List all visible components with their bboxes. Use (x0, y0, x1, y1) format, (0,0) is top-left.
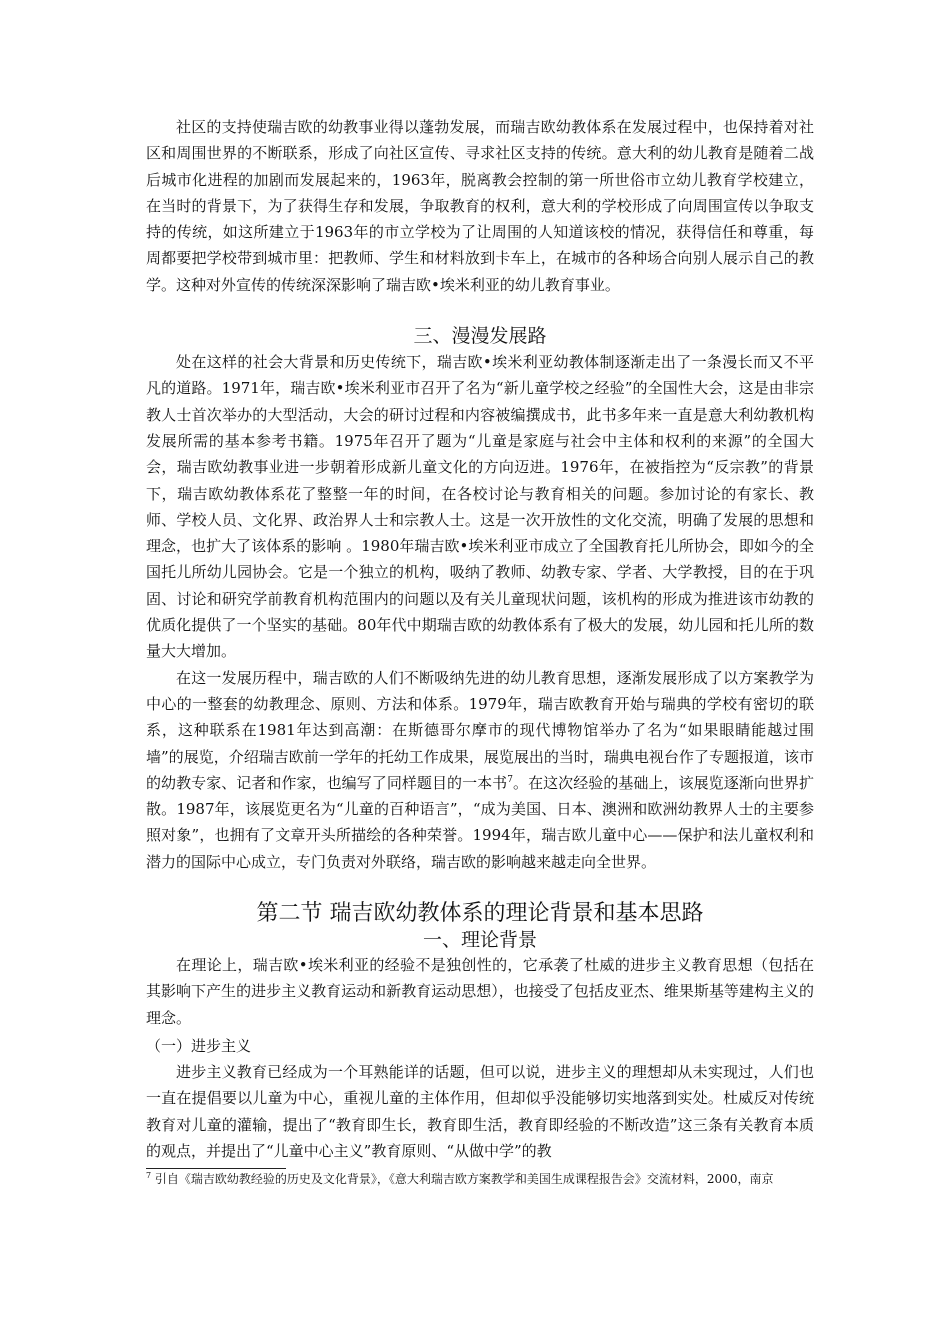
footnote-text: 引自《瑞吉欧幼教经验的历史及文化背景》，《意大利瑞吉欧方案教学和美国生成课程报告会》交流材料，2000，南京 (151, 1172, 774, 1187)
paragraph-development-process-part1: 在这一发展历程中，瑞吉欧的人们不断吸纳先进的幼儿教育思想，逐渐发展形成了以方案教学为中心的一整套的幼教理念、原则、方法和体系。1979年，瑞吉欧教育开始与瑞典的学校有密切的联系，这种联系在1981年达到高潮：在斯德哥尔摩市的现代博物馆举办了名为“如果眼睛能越过围墙”的展览，介绍瑞吉欧前一学年的托幼工作成果，展览展出的当时，瑞典电视台作了专题报道，该市的幼教专家、记者和作家，也编写了同样题目的一本书 (146, 668, 814, 792)
section-title-theory-background: 一、理论背景 (422, 929, 537, 952)
paragraph-progressivism: 进步主义教育已经成为一个耳熟能详的话题，但可以说，进步主义的理想却从未实现过，人们也一直在提倡要以儿童为中心，重视儿童的主体作用，但却似乎没能够切实地落到实处。杜威反对传统教育对儿童的灌输，提出了“教育即生长，教育即生活，教育即经验的不断改造”这三条有关教育本质的观点，并提出了“儿童中心主义”教育原则、“从做中学”的教 (146, 1062, 814, 1160)
chapter-title: 第二节 瑞吉欧幼教体系的理论背景和基本思路 (256, 901, 704, 927)
page-content (146, 114, 814, 1187)
footnote-number: 7 (146, 1171, 152, 1181)
footnote-reference: 7 (507, 774, 513, 785)
paragraph-theory-intro: 在理论上，瑞吉欧•埃米利亚的经验不是独创性的，它承袭了杜威的进步主义教育思想（包括在其影响下产生的进步主义教育运动和新教育运动思想），也接受了包括皮亚杰、维果斯基等建构主义的理念。 (146, 956, 814, 1027)
item-title-progressivism: （一）进步主义 (146, 1036, 252, 1055)
footnote-divider (146, 1168, 286, 1169)
paragraph-development-history: 处在这样的社会大背景和历史传统下，瑞吉欧•埃米利亚幼教体制逐渐走出了一条漫长而又不平凡的道路。1971年，瑞吉欧•埃米利亚市召开了名为“新儿童学校之经验”的全国性大会，这是由非宗教人士首次举办的大型活动，大会的研讨过程和内容被编撰成书，此书多年来一直是意大利幼教机构发展所需的基本参考书籍。1975年召开了题为“儿童是家庭与社会中主体和权利的来源”的全国大会，瑞吉欧幼教事业进一步朝着形成新儿童文化的方向迈进。1976年，在被指控为“反宗教”的背景下，瑞吉欧幼教体系花了整整一年的时间，在各校讨论与教育相关的问题。参加讨论的有家长、教师、学校人员、文化界、政治界人士和宗教人士。这是一次开放性的文化交流，明确了发展的思想和理念，也扩大了该体系的影响 。1980年瑞吉欧•埃米利亚市成立了全国教育托儿所协会，即如今的全国托儿所幼儿园协会。它是一个独立的机构，吸纳了教师、幼教专家、学者、大学教授，目的在于巩固、讨论和研究学前教育机构范围内的问题以及有关儿童现状问题，该机构的形成为推进该市幼教的优质化提供了一个坚实的基础。80年代中期瑞吉欧的幼教体系有了极大的发展，幼儿园和托儿所的数量大大增加。 (146, 353, 814, 661)
paragraph-community-support: 社区的支持使瑞吉欧的幼教事业得以蓬勃发展，而瑞吉欧幼教体系在发展过程中，也保持着对社区和周围世界的不断联系，形成了向社区宣传、寻求社区支持的传统。意大利的幼儿教育是随着二战后城市化进程的加剧而发展起来的，1963年，脱离教会控制的第一所世俗市立幼儿教育学校建立，在当时的背景下，为了获得生存和发展，争取教育的权利，意大利的学校形成了向周围宣传以争取支持的传统，如这所建立于1963年的市立学校为了让周围的人知道该校的情况，获得信任和尊重，每周都要把学校带到城市里：把教师、学生和材料放到卡车上，在城市的各种场合向别人展示自己的教学。这种对外宣传的传统深深影响了瑞吉欧•埃米利亚的幼儿教育事业。 (146, 118, 814, 294)
paragraph-development-process (146, 665, 814, 875)
section-title-development-road: 三、漫漫发展路 (413, 325, 547, 348)
footnote (146, 1171, 814, 1187)
paragraph-development-process-part2: 。在这次经验的基础上，该展览逐渐向世界扩散。1987年，该展览更名为“儿童的百种语言”，“成为美国、日本、澳洲和欧洲幼教界人士的主要参照对象”，也拥有了文章开头所描绘的各种荣誉。1994年，瑞吉欧儿童中心——保护和法儿童权利和潜力的国际中心成立，专门负责对外联络，瑞吉欧的影响越来越走向全世界。 (146, 773, 814, 871)
